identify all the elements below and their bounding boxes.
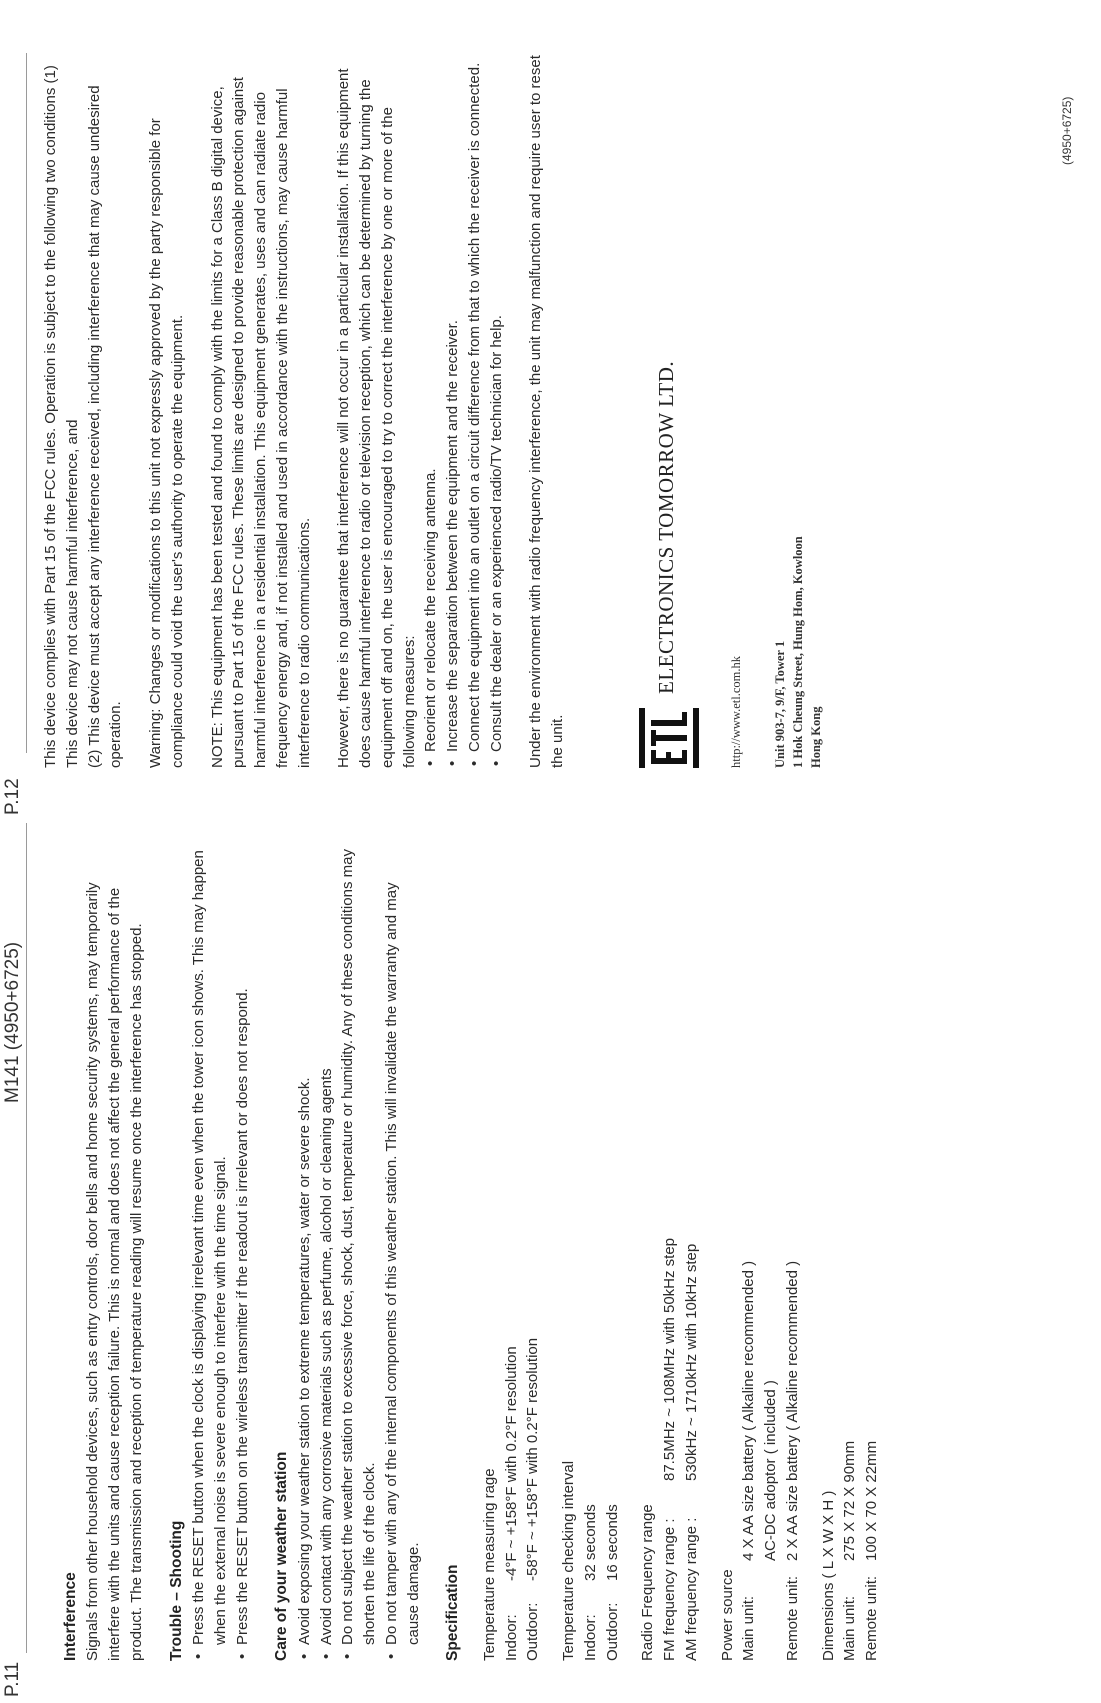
bullet-icon: • [422, 760, 440, 766]
spec-heading: Radio Frequency range [639, 1504, 657, 1661]
spec-value: 4 X AA size battery ( Alkaline recommended ) [740, 1260, 758, 1561]
spec-value: 16 seconds [603, 1504, 621, 1581]
bullet-icon: • [444, 760, 461, 766]
header-rule-right [26, 53, 27, 753]
fcc-warning-text: Warning: Changes or modifications to this unit not expressly approved by the party responsible for compliance could void the user's authority to operate the equipment. [147, 118, 186, 768]
fcc-however-text: However, there is no guarantee that interference will not occur in a particular installation. If this equipment does cause harmful interference to radio or television reception, which can be determined by turning the equipment off and on, the user is encouraged to try to correct the interference by one or more of the following measures: [335, 68, 418, 768]
spec-label: Remote unit: [783, 1575, 801, 1661]
troubleshooting-section [166, 841, 254, 1661]
spec-label: FM frequency range : [661, 1518, 679, 1661]
troubleshooting-title: Trouble – Shooting [167, 1520, 185, 1661]
fcc-note [207, 48, 316, 768]
company-address-line: 1 Hok Cheung Street, Hung Hom, Kowloon [791, 536, 805, 768]
spec-value: 2 X AA size battery ( Alkaline recommended ) [783, 1260, 801, 1561]
list-item [442, 48, 464, 768]
spec-row [738, 841, 760, 1661]
spec-label: Remote unit: [863, 1575, 881, 1661]
spec-row [659, 841, 681, 1661]
list-item [381, 841, 425, 1661]
list-item [464, 48, 486, 768]
spec-row [782, 841, 804, 1661]
right-page-column [40, 48, 825, 768]
interference-title: Interference [62, 1572, 79, 1661]
bullet-icon: • [465, 760, 483, 766]
spec-label-spacer [760, 1561, 782, 1661]
list-item-text: Connect the equipment into an outlet on a circuit difference from that to which the receiver is connected. [465, 62, 483, 752]
specification-title: Specification [444, 1564, 462, 1661]
fcc-however [333, 48, 507, 768]
list-item [316, 841, 338, 1661]
spec-label: Outdoor: [524, 1602, 542, 1661]
spec-check-interval [558, 841, 623, 1661]
spec-label: Main unit: [841, 1595, 859, 1661]
spec-value: 100 X 70 X 22mm [863, 1440, 881, 1561]
spec-label: AM frequency range : [682, 1517, 700, 1661]
company-name: ELECTRONICS TOMORROW LTD. [653, 360, 678, 694]
bullet-icon: • [487, 760, 505, 766]
page-number-left: P.11 [2, 1661, 23, 1697]
header-rule-left [26, 823, 27, 1653]
list-item [420, 48, 442, 768]
spec-value: -4°F ~ +158°F with 0.2°F resolution [502, 1346, 520, 1581]
model-number: M141 (4950+6725) [2, 941, 23, 1103]
spec-row [602, 841, 624, 1661]
specification-section [442, 841, 882, 1661]
troubleshooting-list [188, 841, 253, 1661]
spec-row [839, 841, 861, 1661]
spec-temperature-range [479, 841, 544, 1661]
fcc-compliance-text-2: (2) This device must accept any interference received, including interference that may cause undesired operation. [85, 85, 125, 768]
spec-label: Outdoor: [603, 1602, 621, 1661]
etl-logo-icon [639, 708, 699, 768]
bullet-icon: • [190, 1653, 208, 1659]
list-item [232, 841, 254, 1661]
spec-dimensions [818, 841, 883, 1661]
care-section [271, 841, 424, 1661]
spec-value: -58°F ~ +158°F with 0.2°F resolution [524, 1337, 542, 1581]
spec-heading: Dimensions ( L X W X H ) [819, 1490, 837, 1661]
spec-value: 530kHz ~ 1710kHz with 10kHz step [682, 1243, 700, 1481]
list-item-text: Reorient or relocate the receiving antenna. [422, 468, 440, 752]
list-item [294, 841, 316, 1661]
footer-code: (4950+6725) [1060, 96, 1074, 165]
fcc-warning [145, 48, 189, 768]
fcc-measures-list [420, 48, 507, 768]
left-page-column [60, 841, 901, 1661]
fcc-compliance [40, 48, 127, 768]
fcc-note-text: NOTE: This equipment has been tested and found to comply with the limits for a Class B digital device, pursuant to Part 15 of the FCC rules. These limits are designed to provide reasonable protection against harmful interference in a residential installation. This equipment generates, uses and can radiate radio frequency energy and, if not installed and used in accordance with the instructions, may cause harmful interference to radio communications. [208, 77, 313, 768]
list-item [188, 841, 232, 1661]
list-item-text: Increase the separation between the equipment and the receiver. [444, 320, 461, 752]
spec-power-source [717, 841, 804, 1661]
spec-row [580, 841, 602, 1661]
spec-value: 275 X 72 X 90mm [841, 1440, 859, 1561]
spec-value: AC-DC adoptor ( included ) [762, 1380, 780, 1561]
list-item [486, 48, 508, 768]
care-title: Care of your weather station [273, 1451, 291, 1661]
list-item-text: Press the RESET button when the clock is displaying irrelevant time even when the tower icon shows. This may happen when the external noise is severe enough to interfere with the time signal. [190, 850, 229, 1645]
interference-section [60, 841, 148, 1661]
list-item-text: Press the RESET button on the wireless transmitter if the readout is irrelevant or does not respond. [233, 988, 251, 1645]
list-item-text: Do not subject the weather station to excessive force, shock, dust, temperature or humidity. Any of these conditions may shorten the life of the clock. [339, 849, 379, 1645]
spec-row [522, 841, 544, 1661]
bullet-icon: • [295, 1653, 313, 1659]
company-address-line: Unit 903-7, 9/F, Tower 1 [772, 640, 787, 768]
page-number-right: P.12 [2, 778, 23, 815]
list-item-text: Consult the dealer or an experienced radio/TV technician for help. [487, 315, 505, 752]
bullet-icon: • [317, 1653, 335, 1659]
bullet-icon: • [233, 1653, 251, 1659]
list-item-text: Avoid exposing your weather station to extreme temperatures, water or severe shock. [295, 1077, 313, 1645]
spec-label: Indoor: [581, 1614, 599, 1661]
spec-row [501, 841, 523, 1661]
spec-label: Indoor: [502, 1614, 520, 1661]
bullet-icon: • [382, 1653, 400, 1659]
company-logo-block [639, 48, 709, 768]
spec-value: 32 seconds [581, 1504, 599, 1581]
list-item [337, 841, 381, 1661]
spec-value: 87.5MHz ~ 108MHz with 50kHz step [661, 1237, 679, 1481]
spec-label: Main unit: [740, 1595, 758, 1661]
spec-row [760, 841, 782, 1661]
fcc-environment [525, 48, 569, 768]
company-address-line: Hong Kong [809, 706, 824, 768]
bullet-icon: • [339, 1653, 357, 1659]
spec-heading: Temperature checking interval [560, 1460, 578, 1661]
care-list [294, 841, 425, 1661]
interference-body: Signals from other household devices, such as entry controls, door bells and home security systems, may temporarily interfere with the units and cause reception failure. This is normal and does not affect the general performance of the product. The transmission and reception of temperature reading will resume once the interference has stopped. [84, 882, 145, 1661]
fcc-compliance-text: This device complies with Part 15 of the FCC rules. Operation is subject to the following two conditions (1) This device may not cause harmful interference, and [42, 65, 81, 768]
list-item-text: Do not tamper with any of the internal components of this weather station. This will invalidate the warranty and may cause damage. [382, 882, 422, 1645]
company-url: http://www.etl.com.hk [728, 655, 743, 768]
spec-row [681, 841, 703, 1661]
company-contact [727, 48, 826, 768]
spec-heading: Temperature measuring rage [480, 1468, 498, 1661]
fcc-environment-text: Under the environment with radio frequency interference, the unit may malfunction and require user to reset the unit. [527, 55, 566, 768]
spec-radio-frequency [637, 841, 702, 1661]
spec-heading: Power source [718, 1569, 736, 1661]
spec-row [861, 841, 883, 1661]
list-item-text: Avoid contact with any corrosive materials such as perfume, alcohol or cleaning agents [317, 1068, 335, 1645]
